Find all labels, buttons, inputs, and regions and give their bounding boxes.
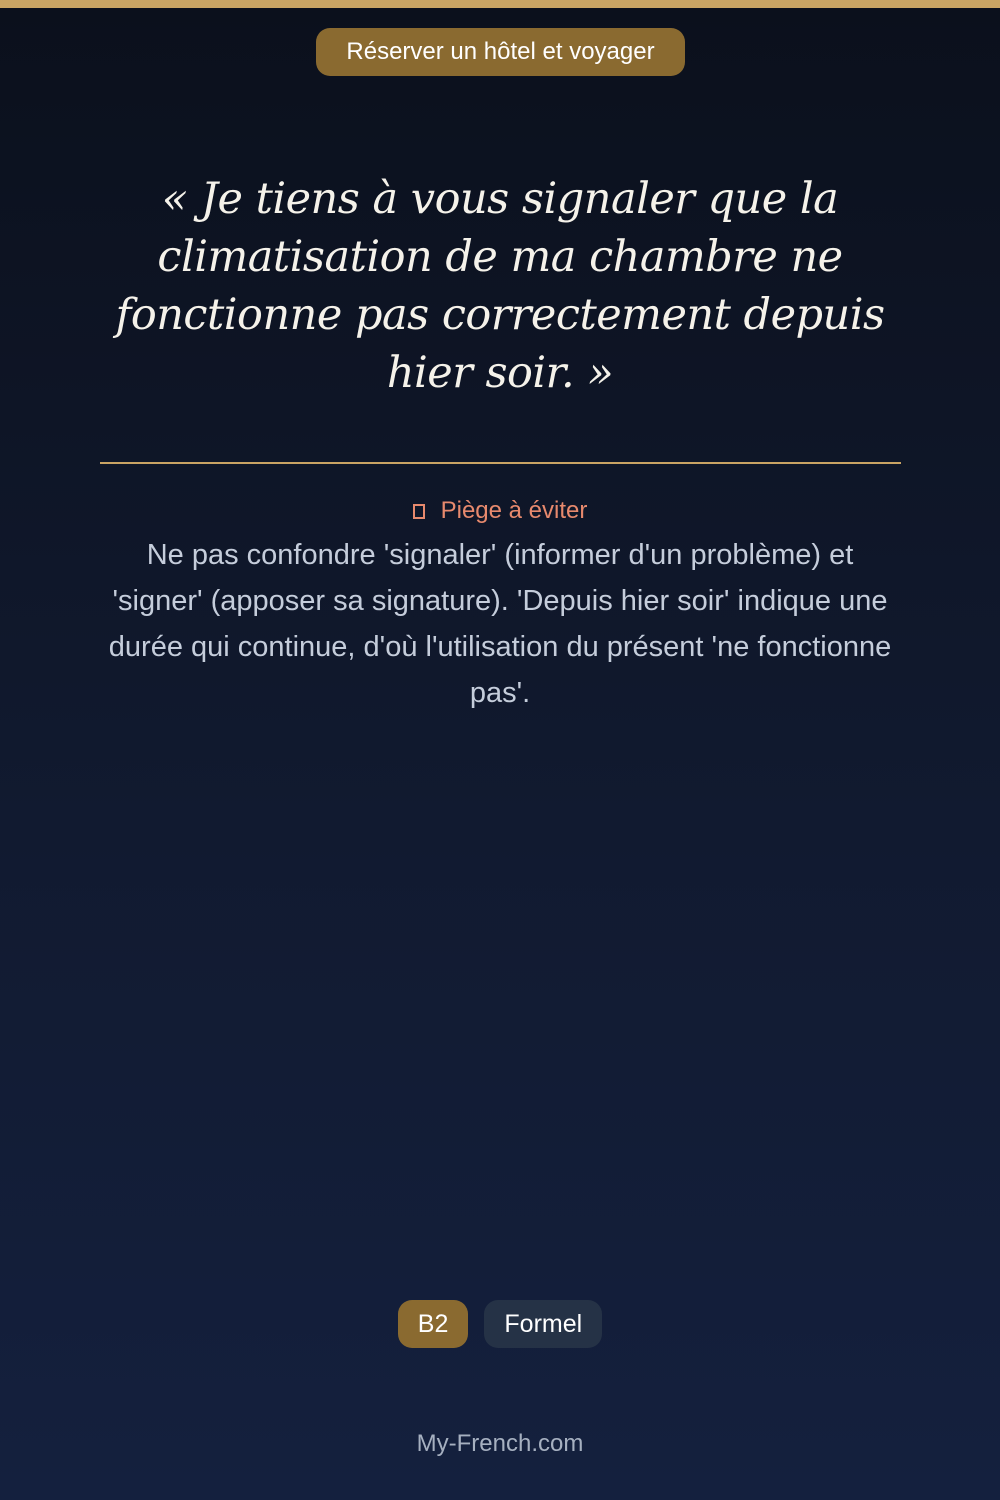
category-badge: Réserver un hôtel et voyager bbox=[316, 28, 685, 76]
site-footer: My-French.com bbox=[416, 1430, 584, 1457]
warning-box-icon bbox=[413, 504, 425, 519]
trap-heading-label: Piège à éviter bbox=[440, 497, 588, 524]
trap-heading bbox=[0, 494, 1000, 528]
top-accent-bar bbox=[0, 0, 1000, 8]
register-tag: Formel bbox=[484, 1300, 602, 1348]
tag-row bbox=[0, 1300, 1000, 1348]
level-tag: B2 bbox=[398, 1300, 469, 1348]
example-sentence: « Je tiens à vous signaler que la climatisation de ma chambre ne fonctionne pas correctement depuis hier soir. » bbox=[115, 174, 885, 398]
trap-explanation: Ne pas confondre 'signaler' (informer d'un problème) et 'signer' (apposer sa signature). 'Depuis hier soir' indique une durée qui continue, d'où l'utilisation du présent 'ne fonctionne pas'. bbox=[108, 539, 892, 709]
divider bbox=[100, 462, 901, 464]
